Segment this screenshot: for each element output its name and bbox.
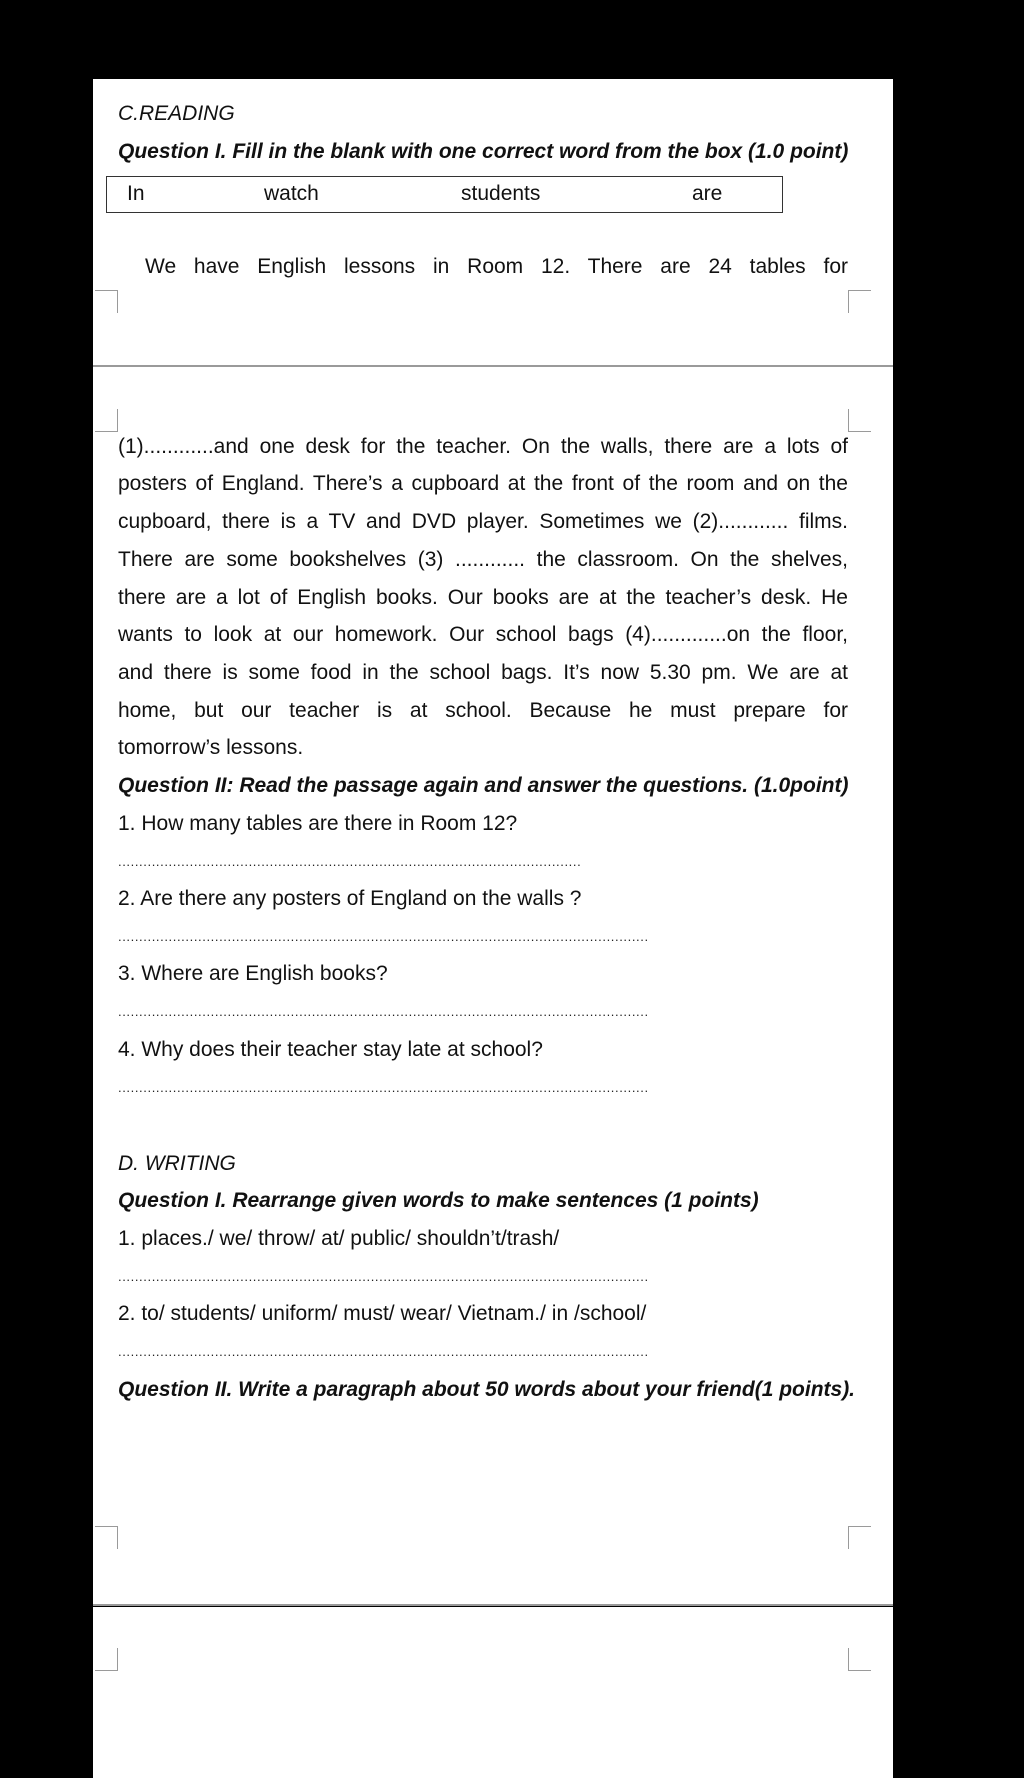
question-item: 2. Are there any posters of England on the walls ?	[118, 887, 582, 910]
section-heading-writing: D. WRITING	[118, 1152, 236, 1175]
answer-line: ..............................................................................................................................	[118, 1344, 649, 1359]
passage-line: there are a lot of English books. Our books are at the teacher’s desk. He	[118, 586, 848, 609]
crop-mark	[95, 1648, 118, 1671]
question-item: 1. How many tables are there in Room 12?	[118, 812, 518, 835]
passage-line: There are some bookshelves (3) ............ the classroom. On the shelves,	[118, 548, 848, 571]
passage-line: and there is some food in the school bags. It’s now 5.30 pm. We are at	[118, 661, 848, 684]
section-heading-reading: C.READING	[118, 102, 235, 125]
word-box-item: In	[127, 182, 145, 205]
word-box-item: students	[461, 182, 541, 205]
crop-mark	[95, 409, 118, 432]
question-2-title: Question II: Read the passage again and answer the questions. (1.0point)	[118, 774, 849, 797]
question-item: 4. Why does their teacher stay late at school?	[118, 1038, 543, 1061]
question-item: 3. Where are English books?	[118, 962, 388, 985]
writing-item: 1. places./ we/ throw/ at/ public/ shouldn’t/trash/	[118, 1227, 560, 1250]
word-box	[106, 176, 783, 213]
crop-mark	[848, 1648, 871, 1671]
crop-mark	[848, 290, 871, 313]
word-box-item: are	[692, 182, 723, 205]
passage-line: wants to look at our homework. Our school bags (4).............on the floor,	[118, 623, 848, 646]
answer-line: ..............................................................................................................	[118, 854, 582, 869]
passage-line: tomorrow’s lessons.	[118, 736, 304, 759]
page-break-line	[93, 1604, 893, 1606]
passage-line: cupboard, there is a TV and DVD player. Sometimes we (2)............ films.	[118, 510, 848, 533]
crop-mark	[95, 290, 118, 313]
answer-line: ..............................................................................................................................	[118, 929, 649, 944]
passage-line: We have English lessons in Room 12. There are 24 tables for	[145, 255, 848, 278]
passage-line: home, but our teacher is at school. Because he must prepare for	[118, 699, 848, 722]
crop-mark	[848, 409, 871, 432]
passage-line: (1)............and one desk for the teacher. On the walls, there are a lots of	[118, 435, 848, 458]
word-box-item: watch	[264, 182, 319, 205]
question-1-title: Question I. Fill in the blank with one correct word from the box (1.0 point)	[118, 140, 849, 163]
answer-line: ..............................................................................................................................	[118, 1269, 649, 1284]
page-3	[93, 1607, 893, 1778]
crop-mark	[95, 1526, 118, 1549]
answer-line: ..............................................................................................................................	[118, 1080, 649, 1095]
answer-line: ..............................................................................................................................	[118, 1004, 649, 1019]
passage-line: posters of England. There’s a cupboard at the front of the room and on the	[118, 472, 848, 495]
writing-question-2-title: Question II. Write a paragraph about 50 words about your friend(1 points).	[118, 1378, 856, 1401]
writing-question-1-title: Question I. Rearrange given words to make sentences (1 points)	[118, 1189, 759, 1212]
crop-mark	[848, 1526, 871, 1549]
writing-item: 2. to/ students/ uniform/ must/ wear/ Vietnam./ in /school/	[118, 1302, 647, 1325]
